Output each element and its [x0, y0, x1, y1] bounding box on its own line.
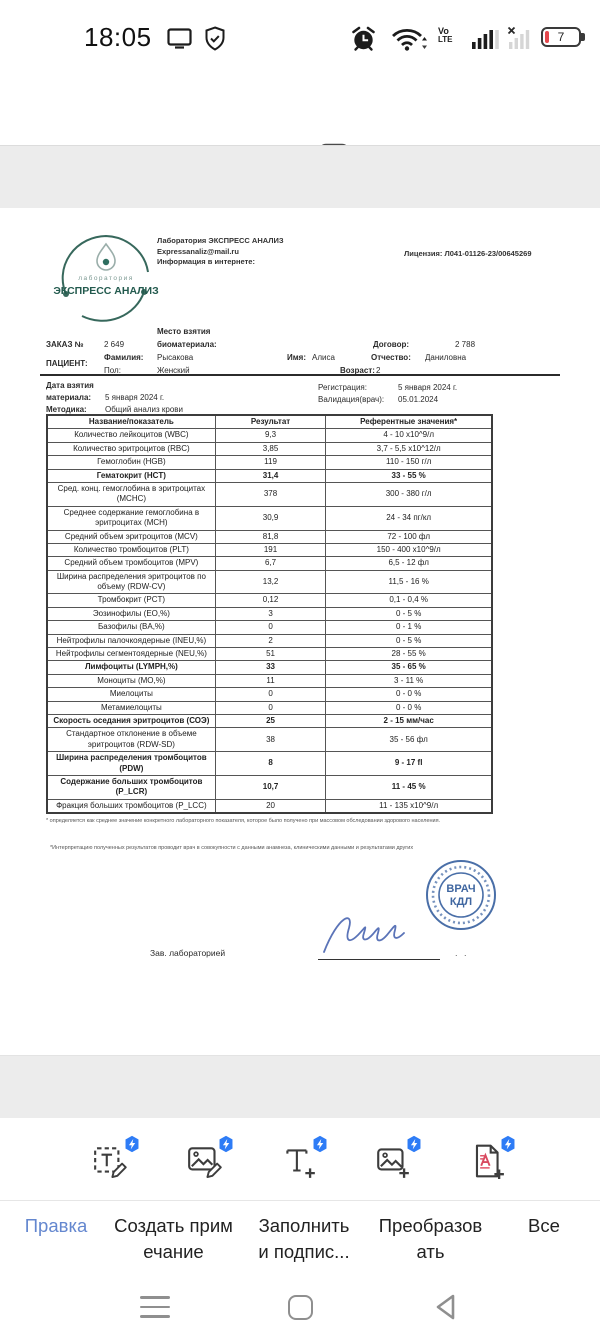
- param-name: Средний объем эритроцитов (MCV): [47, 530, 215, 543]
- param-name: Тромбокрит (PCT): [47, 594, 215, 607]
- edit-text-button[interactable]: [92, 1142, 132, 1182]
- lab-info: Информация в интернете:: [157, 257, 255, 266]
- tab-edit[interactable]: Правка: [24, 1215, 88, 1236]
- viewer-background-bottom: [0, 1055, 600, 1120]
- order-label: ЗАКАЗ №: [46, 340, 84, 349]
- table-row: [47, 714, 492, 727]
- result-value: 0: [215, 621, 326, 634]
- reference-range: 35 - 56 фл: [326, 728, 492, 752]
- table-row: [47, 728, 492, 752]
- sampling-label-1: Дата взятия: [46, 381, 94, 390]
- back-nav-icon: [431, 1292, 459, 1322]
- result-value: 30,9: [215, 506, 326, 530]
- sampling-label-2: материала:: [46, 393, 92, 402]
- svg-text:ВРАЧ: ВРАЧ: [446, 883, 476, 896]
- table-row: [47, 506, 492, 530]
- table-row: [47, 799, 492, 813]
- table-row: [47, 607, 492, 620]
- sex-label: Пол:: [104, 366, 121, 375]
- table-row: [47, 634, 492, 647]
- handwritten-signature: [316, 908, 442, 963]
- table-row: [47, 752, 492, 776]
- lab-email: Expressanaliz@mail.ru: [157, 246, 239, 256]
- reference-range: 0 - 1 %: [326, 621, 492, 634]
- premium-badge-icon: [499, 1134, 517, 1159]
- reference-range: 0,1 - 0,4 %: [326, 594, 492, 607]
- battery-nub: [581, 33, 585, 41]
- col-reference: Референтные значения*: [326, 415, 492, 429]
- result-value: 0: [215, 701, 326, 714]
- result-value: 8: [215, 752, 326, 776]
- result-value: 6,7: [215, 557, 326, 570]
- table-row: [47, 661, 492, 674]
- result-value: 0: [215, 688, 326, 701]
- contract-label: Договор:: [373, 340, 410, 349]
- reference-range: 4 - 10 x10^9/л: [326, 429, 492, 442]
- tool-row: [0, 1118, 600, 1182]
- table-row: [47, 557, 492, 570]
- reference-range: 150 - 400 x10^9/л: [326, 543, 492, 556]
- reference-range: 24 - 34 пг/кл: [326, 506, 492, 530]
- lab-header-block: [157, 236, 284, 268]
- param-name: Стандартное отклонение в объеме эритроцитов (RDW-SD): [47, 728, 215, 752]
- param-name: Ширина распределения эритроцитов по объему (RDW-CV): [47, 570, 215, 594]
- table-row: [47, 469, 492, 482]
- surname-label: Фамилия:: [104, 353, 144, 362]
- biomaterial-label: биоматериала:: [157, 340, 217, 349]
- contract-value: 2 788: [455, 340, 476, 349]
- svg-text:КДЛ: КДЛ: [449, 896, 473, 909]
- result-value: 11: [215, 674, 326, 687]
- result-value: 9,3: [215, 429, 326, 442]
- param-name: Миелоциты: [47, 688, 215, 701]
- edit-image-button[interactable]: [186, 1142, 226, 1182]
- recents-button[interactable]: [138, 1290, 172, 1324]
- reference-range: 72 - 100 фл: [326, 530, 492, 543]
- result-value: 81,8: [215, 530, 326, 543]
- age-value: 2: [376, 366, 381, 375]
- result-value: 20: [215, 799, 326, 813]
- clock-time: 18:05: [84, 22, 152, 52]
- param-name: Количество эритроцитов (RBC): [47, 442, 215, 455]
- col-result: Результат: [215, 415, 326, 429]
- signature-title: Зав. лабораторией: [150, 948, 226, 959]
- reference-range: 2 - 15 мм/час: [326, 714, 492, 727]
- table-row: [47, 701, 492, 714]
- table-row: [47, 674, 492, 687]
- patronymic-value: Даниловна: [425, 353, 467, 362]
- tab-fill-sign[interactable]: Заполнить и подпис...: [258, 1215, 350, 1262]
- reference-range: 11,5 - 16 %: [326, 570, 492, 594]
- premium-badge-icon: [123, 1134, 141, 1159]
- android-nav-bar: [0, 1282, 600, 1332]
- firstname-label: Имя:: [287, 353, 306, 362]
- validation-date: 05.01.2024: [398, 395, 439, 404]
- results-table: [46, 414, 493, 814]
- signal-bars-icon: [472, 28, 502, 54]
- reference-range: 3,7 - 5,5 x10^12/л: [326, 442, 492, 455]
- param-name: Количество лейкоцитов (WBC): [47, 429, 215, 442]
- reference-range: 0 - 5 %: [326, 607, 492, 620]
- premium-badge-icon: [311, 1134, 329, 1159]
- param-name: Содержание больших тромбоцитов (P_LCR): [47, 775, 215, 799]
- lab-name: Лаборатория ЭКСПРЕСС АНАЛИЗ: [157, 236, 284, 245]
- method-label: Методика:: [46, 405, 87, 414]
- param-name: Гемоглобин (HGB): [47, 456, 215, 469]
- reference-range: 0 - 0 %: [326, 688, 492, 701]
- order-value: 2 649: [104, 340, 125, 349]
- param-name: Базофилы (BA,%): [47, 621, 215, 634]
- svg-text:ЭКСПРЕСС АНАЛИЗ: ЭКСПРЕСС АНАЛИЗ: [53, 285, 159, 297]
- reference-range: 28 - 55 %: [326, 648, 492, 661]
- reference-range: 9 - 17 fl: [326, 752, 492, 776]
- result-value: 10,7: [215, 775, 326, 799]
- result-value: 51: [215, 648, 326, 661]
- param-name: Сред. конц. гемоглобина в эритроцитах (MCHC): [47, 482, 215, 506]
- method-value: Общий анализ крови: [105, 405, 184, 414]
- document-toolbar: [0, 60, 600, 145]
- param-name: Среднее содержание гемоглобина в эритроцитах (MCH): [47, 506, 215, 530]
- license-number: Лицензия: Л041-01126-23/00645269: [404, 249, 532, 258]
- table-row: [47, 775, 492, 799]
- param-name: Фракция больших тромбоцитов (P_LCC): [47, 799, 215, 813]
- status-bar: [0, 0, 600, 60]
- screen-cast-icon: [167, 28, 192, 54]
- lab-logo: [52, 228, 160, 335]
- signature-block: [0, 856, 600, 1016]
- reference-range: 6,5 - 12 фл: [326, 557, 492, 570]
- result-value: 378: [215, 482, 326, 506]
- results-table-body: [47, 429, 492, 813]
- signature-line: [318, 959, 440, 960]
- age-label: Возраст:: [340, 366, 375, 375]
- table-row: [47, 570, 492, 594]
- table-header-row: [47, 415, 492, 429]
- divider-line: [40, 374, 560, 376]
- reference-range: 110 - 150 г/л: [326, 456, 492, 469]
- result-value: 191: [215, 543, 326, 556]
- volte-indicator: Vo LTE: [438, 26, 453, 44]
- table-row: [47, 429, 492, 442]
- param-name: Эозинофилы (EO,%): [47, 607, 215, 620]
- result-value: 2: [215, 634, 326, 647]
- param-name: Количество тромбоцитов (PLT): [47, 543, 215, 556]
- reference-range: 33 - 55 %: [326, 469, 492, 482]
- footnote-reference: * определяется как среднее значение конкретного лабораторного показателя, которое было получено при массовом обследовании здорового населения.: [46, 818, 441, 825]
- tab-all[interactable]: Все: [528, 1215, 560, 1236]
- reference-range: 11 - 45 %: [326, 775, 492, 799]
- shield-check-icon: [204, 26, 226, 56]
- svg-text:лаборатория: лаборатория: [78, 275, 134, 282]
- param-name: Метамиелоциты: [47, 701, 215, 714]
- battery-indicator: [541, 27, 581, 47]
- premium-badge-icon: [217, 1134, 235, 1159]
- table-row: [47, 621, 492, 634]
- reference-range: 300 - 380 г/л: [326, 482, 492, 506]
- wifi-icon: [391, 28, 429, 56]
- table-row: [47, 688, 492, 701]
- premium-badge-icon: [405, 1134, 423, 1159]
- validation-label: Валидация(врач):: [318, 395, 385, 404]
- table-row: [47, 648, 492, 661]
- result-value: 3: [215, 607, 326, 620]
- footnote-interpretation: *Интерпретацию полученных результатов проводит врач в совокупности с данными анамнеза, клиническими данными и результатами других: [50, 845, 414, 852]
- document-page[interactable]: [0, 208, 600, 1055]
- registration-label: Регистрация:: [318, 383, 367, 392]
- patient-label: ПАЦИЕНТ:: [46, 359, 88, 368]
- registration-date: 5 января 2024 г.: [398, 383, 458, 392]
- table-row: [47, 482, 492, 506]
- surname-value: Рысакова: [157, 353, 194, 362]
- reference-range: 0 - 0 %: [326, 701, 492, 714]
- col-parameter: Название/показатель: [47, 415, 215, 429]
- alarm-icon: [350, 25, 377, 57]
- table-row: [47, 442, 492, 455]
- table-row: [47, 456, 492, 469]
- firstname-value: Алиса: [312, 353, 335, 362]
- reference-range: 0 - 5 %: [326, 634, 492, 647]
- result-value: 31,4: [215, 469, 326, 482]
- viewer-background-top: [0, 145, 600, 209]
- table-row: [47, 543, 492, 556]
- place-label: Место взятия: [157, 327, 211, 336]
- back-nav-button[interactable]: [428, 1290, 462, 1324]
- result-value: 25: [215, 714, 326, 727]
- sampling-date: 5 января 2024 г.: [105, 393, 165, 402]
- signature-dots: . .: [455, 948, 469, 959]
- param-name: Лимфоциты (LYMPH,%): [47, 661, 215, 674]
- param-name: Ширина распределения тромбоцитов (PDW): [47, 752, 215, 776]
- result-value: 0,12: [215, 594, 326, 607]
- result-value: 38: [215, 728, 326, 752]
- reference-range: 11 - 135 x10^9/л: [326, 799, 492, 813]
- result-value: 13,2: [215, 570, 326, 594]
- param-name: Моноциты (MO,%): [47, 674, 215, 687]
- battery-percent: 7: [557, 30, 565, 44]
- tab-convert[interactable]: Преобразовать: [378, 1215, 483, 1262]
- recents-icon: [140, 1296, 170, 1318]
- sex-value: Женский: [157, 366, 190, 375]
- tab-create-note[interactable]: Создать примечание: [114, 1215, 233, 1262]
- param-name: Средний объем тромбоцитов (MPV): [47, 557, 215, 570]
- table-row: [47, 594, 492, 607]
- home-icon: [288, 1295, 313, 1320]
- signal-no-sim-icon: [507, 26, 535, 54]
- patronymic-label: Отчество:: [371, 353, 411, 362]
- reference-range: 3 - 11 %: [326, 674, 492, 687]
- param-name: Гематокрит (HCT): [47, 469, 215, 482]
- param-name: Скорость оседания эритроцитов (СОЭ): [47, 714, 215, 727]
- add-image-button[interactable]: [374, 1142, 414, 1182]
- param-name: Нейтрофилы палочкоядерные (INEU,%): [47, 634, 215, 647]
- home-button[interactable]: [283, 1290, 317, 1324]
- recognize-text-button[interactable]: [468, 1142, 508, 1182]
- add-text-button[interactable]: [280, 1142, 320, 1182]
- table-row: [47, 530, 492, 543]
- param-name: Нейтрофилы сегментоядерные (NEU,%): [47, 648, 215, 661]
- reference-range: 35 - 65 %: [326, 661, 492, 674]
- result-value: 33: [215, 661, 326, 674]
- result-value: 119: [215, 456, 326, 469]
- result-value: 3,85: [215, 442, 326, 455]
- tab-bar: [0, 1201, 600, 1265]
